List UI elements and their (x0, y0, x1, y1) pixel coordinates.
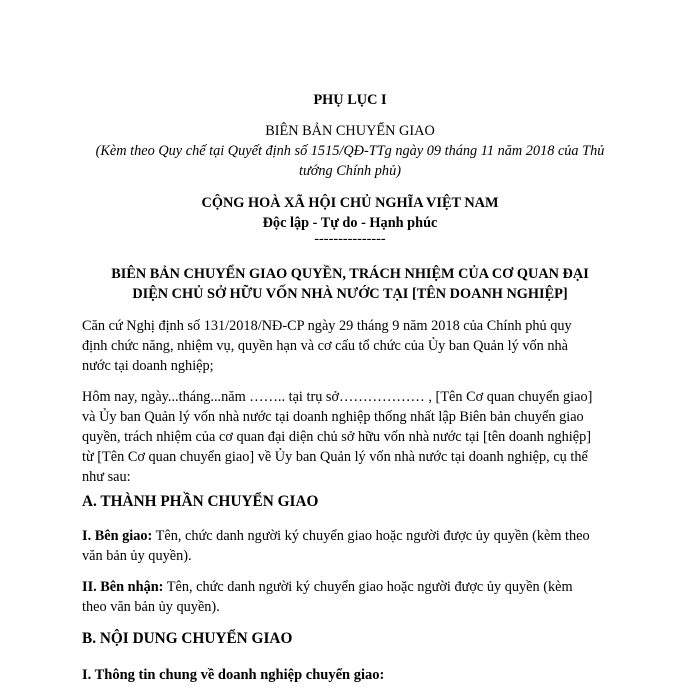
paragraph-line: Hôm nay, ngày...tháng...năm …….. tại trụ sở……………… , [Tên Cơ quan chuyển giao] (82, 389, 593, 405)
country-name: CỘNG HOÀ XÃ HỘI CHỦ NGHĨA VIỆT NAM (201, 195, 499, 211)
note-line-2: tướng Chính phủ) (298, 163, 401, 179)
paragraph-line: từ [Tên Cơ quan chuyển giao] về Ủy ban Quản lý vốn nhà nước tại doanh nghiệp, cụ thể (82, 449, 588, 465)
paragraph-line: quyền, trách nhiệm của cơ quan đại diện chủ sở hữu vốn nhà nước tại [tên doanh nghiệp] (82, 429, 592, 445)
subsection-b1-heading: I. Thông tin chung về doanh nghiệp chuyển giao: (82, 667, 385, 683)
party-giver-text: Tên, chức danh người ký chuyển giao hoặc người được ủy quyền (kèm theo (152, 528, 590, 544)
document-title-line-1: BIÊN BẢN CHUYỂN GIAO QUYỀN, TRÁCH NHIỆM CỦA CƠ QUAN ĐẠI (111, 266, 589, 282)
section-a-heading: A. THÀNH PHẦN CHUYỂN GIAO (82, 493, 319, 510)
party-receiver-paragraph (82, 577, 622, 617)
document-title-line-2: DIỆN CHỦ SỞ HỮU VỐN NHÀ NƯỚC TẠI [TÊN DOANH NGHIỆP] (132, 286, 568, 302)
legal-basis-paragraph (82, 316, 622, 376)
national-motto: Độc lập - Tự do - Hạnh phúc (262, 215, 438, 231)
paragraph-line: nước tại doanh nghiệp; (82, 358, 214, 374)
party-giver-label: I. Bên giao: (82, 528, 153, 544)
paragraph-line: theo văn bản ủy quyền). (82, 599, 220, 615)
paragraph-line: Căn cứ Nghị định số 131/2018/NĐ-CP ngày 29 tháng 9 năm 2018 của Chính phủ quy (82, 318, 572, 334)
appendix-label: PHỤ LỤC I (313, 92, 387, 108)
party-receiver-text: Tên, chức danh người ký chuyển giao hoặc người được ủy quyền (kèm (163, 579, 573, 595)
section-b-heading: B. NỘI DUNG CHUYỂN GIAO (82, 630, 293, 647)
intro-paragraph (82, 387, 622, 487)
paragraph-line: như sau: (82, 469, 131, 485)
motto-divider: --------------- (314, 231, 386, 247)
party-giver-paragraph (82, 526, 622, 566)
form-title: BIÊN BẢN CHUYỂN GIAO (265, 123, 435, 139)
paragraph-line: định chức năng, nhiệm vụ, quyền hạn và cơ cấu tổ chức của Ủy ban Quản lý vốn nhà (82, 338, 568, 354)
party-receiver-label: II. Bên nhận: (82, 579, 164, 595)
paragraph-line: văn bản ủy quyền). (82, 548, 192, 564)
note-line-1: (Kèm theo Quy chế tại Quyết định số 1515/QĐ-TTg ngày 09 tháng 11 năm 2018 của Thủ (95, 143, 605, 159)
paragraph-line: và Ủy ban Quản lý vốn nhà nước tại doanh nghiệp thống nhất lập Biên bản chuyển giao (82, 409, 584, 425)
